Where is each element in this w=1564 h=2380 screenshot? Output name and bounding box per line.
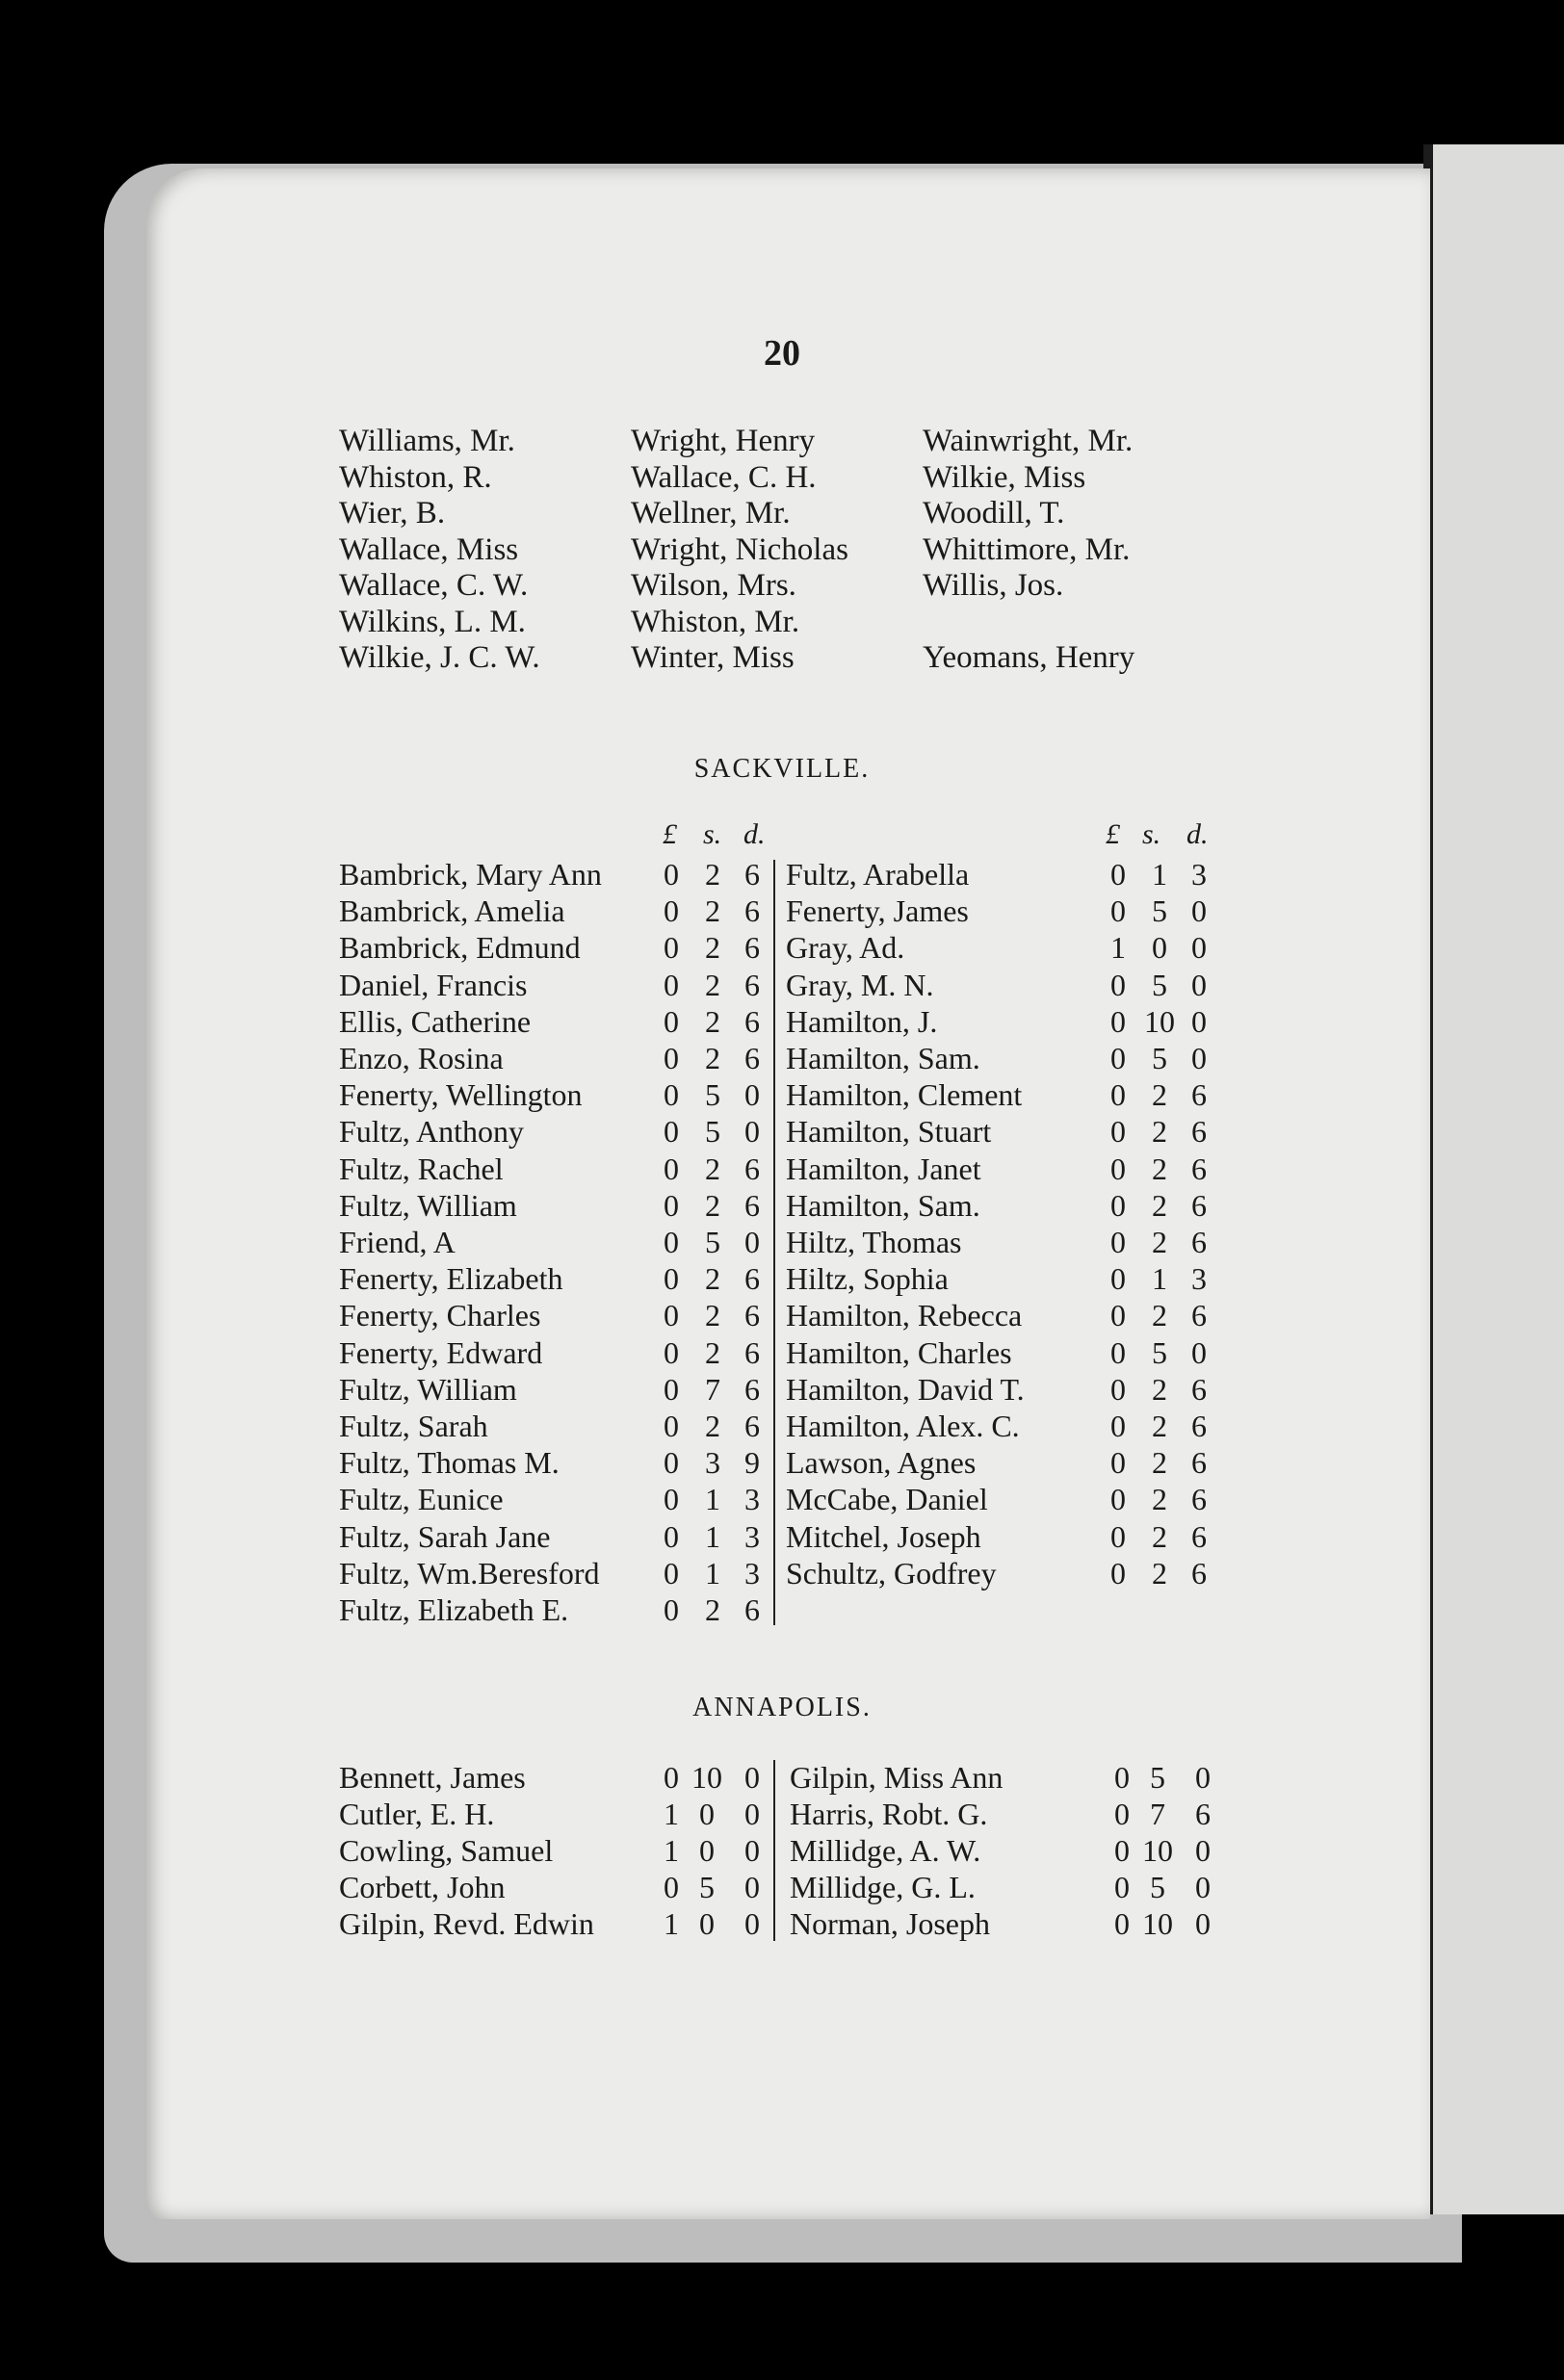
name-entry: Winter, Miss — [631, 640, 795, 675]
subscriber-name: Fenerty, Elizabeth — [339, 1261, 563, 1297]
subscriber-name: Mitchel, Joseph — [786, 1518, 981, 1554]
amount-pounds: 0 — [1110, 1518, 1126, 1554]
amount-pounds: 0 — [664, 1334, 679, 1370]
amount-pounds: 0 — [664, 1409, 679, 1443]
subscriber-name: Hamilton, Clement — [786, 1077, 1023, 1113]
amount-shillings: 2 — [705, 1592, 720, 1627]
name-entry: Wallace, C. W. — [339, 568, 529, 603]
subscriber-name: Hamilton, Sam. — [786, 1187, 980, 1223]
subscriber-name: Cowling, Samuel — [339, 1833, 554, 1868]
amount-pence: 6 — [1191, 1371, 1207, 1407]
subscriber-name: Hamilton, Charles — [786, 1334, 1012, 1370]
amount-pounds: 0 — [664, 1760, 679, 1795]
name-entry: Williams, Mr. — [339, 424, 515, 458]
header-pence: d. — [743, 818, 766, 850]
amount-pence: 0 — [744, 1760, 760, 1795]
amount-shillings: 2 — [1152, 1151, 1167, 1186]
amount-pounds: 0 — [664, 857, 679, 892]
subscriber-name: Fultz, Rachel — [339, 1151, 504, 1186]
subscriber-name: Bennett, James — [339, 1760, 526, 1795]
amount-shillings: 1 — [1152, 857, 1167, 892]
amount-pence: 6 — [1191, 1114, 1207, 1150]
subscriber-name: Millidge, A. W. — [790, 1833, 981, 1868]
column-divider — [773, 860, 775, 1625]
amount-pence: 3 — [744, 1482, 760, 1517]
amount-pounds: 0 — [664, 1225, 679, 1259]
amount-pounds: 1 — [664, 1906, 679, 1941]
name-entry: Yeomans, Henry — [923, 640, 1135, 675]
subscriber-name: Hamilton, Rebecca — [786, 1298, 1023, 1333]
amount-pounds: 0 — [1110, 893, 1126, 929]
name-entry: Wilkie, J. C. W. — [339, 640, 540, 675]
amount-pounds: 0 — [1114, 1760, 1130, 1795]
amount-shillings: 2 — [705, 930, 720, 966]
subscriber-name: Bambrick, Edmund — [339, 930, 581, 966]
amount-shillings: 2 — [1152, 1482, 1167, 1517]
section-title-annapolis: ANNAPOLIS. — [692, 1693, 872, 1722]
amount-pence: 0 — [744, 1870, 760, 1904]
amount-pounds: 0 — [664, 893, 679, 929]
amount-shillings: 10 — [1142, 1833, 1173, 1868]
amount-pounds: 0 — [1110, 1371, 1126, 1407]
amount-pence: 0 — [1191, 893, 1207, 929]
amount-pounds: 0 — [664, 1298, 679, 1333]
amount-shillings: 2 — [1152, 1225, 1167, 1259]
amount-shillings: 2 — [1152, 1555, 1167, 1591]
amount-shillings: 1 — [705, 1482, 720, 1517]
amount-pounds: 0 — [1110, 1298, 1126, 1333]
amount-shillings: 2 — [705, 1187, 720, 1223]
name-entry: Wright, Henry — [631, 424, 816, 458]
amount-pence: 6 — [744, 1151, 760, 1186]
name-entry: Wallace, Miss — [339, 531, 519, 567]
amount-pence: 6 — [1191, 1518, 1207, 1554]
subscriber-name: Bambrick, Amelia — [339, 893, 565, 929]
amount-shillings: 2 — [1152, 1077, 1167, 1113]
subscriber-name: Hamilton, Stuart — [786, 1114, 992, 1150]
amount-pounds: 1 — [1110, 930, 1126, 966]
subscriber-name: Cutler, E. H. — [339, 1797, 495, 1831]
amount-pence: 6 — [744, 930, 760, 966]
amount-pounds: 0 — [1114, 1906, 1130, 1941]
amount-shillings: 7 — [705, 1371, 720, 1407]
subscriber-name: Fenerty, Edward — [339, 1334, 543, 1370]
amount-pounds: 0 — [1114, 1833, 1130, 1868]
amount-pounds: 0 — [664, 1077, 679, 1113]
amount-shillings: 5 — [699, 1870, 715, 1904]
amount-pounds: 0 — [1110, 1003, 1126, 1039]
amount-pence: 6 — [1191, 1225, 1207, 1259]
subscriber-name: Fultz, Sarah Jane — [339, 1518, 551, 1554]
amount-pounds: 0 — [1110, 1409, 1126, 1443]
subscriber-name: Fultz, William — [339, 1187, 517, 1223]
page-number: 20 — [764, 333, 800, 374]
amount-pence: 6 — [1191, 1077, 1207, 1113]
amount-pence: 6 — [744, 967, 760, 1002]
name-entry: Wilson, Mrs. — [631, 568, 796, 603]
amount-pounds: 0 — [664, 1870, 679, 1904]
amount-pence: 3 — [1191, 1261, 1207, 1297]
subscriber-name: Ellis, Catherine — [339, 1003, 532, 1039]
amount-pounds: 0 — [1114, 1870, 1130, 1904]
amount-pence: 0 — [1195, 1870, 1211, 1904]
amount-shillings: 5 — [1150, 1760, 1165, 1795]
subscriber-name: Hiltz, Thomas — [786, 1225, 962, 1259]
column-divider — [773, 1760, 775, 1941]
subscriber-name: Hamilton, David T. — [786, 1371, 1025, 1407]
amount-shillings: 0 — [1152, 930, 1167, 966]
names-column-3 — [923, 424, 1231, 677]
amount-shillings: 2 — [705, 1298, 720, 1333]
name-entry: Whiston, Mr. — [631, 604, 800, 639]
amount-pence: 6 — [744, 1409, 760, 1443]
amount-shillings: 2 — [1152, 1187, 1167, 1223]
subscriber-name: Bambrick, Mary Ann — [339, 857, 602, 892]
amount-shillings: 2 — [705, 1151, 720, 1186]
subscriber-name: Friend, A — [339, 1225, 456, 1259]
amount-shillings: 2 — [1152, 1298, 1167, 1333]
amount-pounds: 1 — [664, 1797, 679, 1831]
amount-shillings: 5 — [1152, 967, 1167, 1002]
amount-pounds: 0 — [1110, 1114, 1126, 1150]
amount-pence: 0 — [744, 1797, 760, 1831]
subscriber-name: Fultz, Anthony — [339, 1114, 525, 1150]
amount-pounds: 0 — [1110, 1261, 1126, 1297]
subscriber-name: Fultz, William — [339, 1371, 517, 1407]
amount-pounds: 0 — [664, 1518, 679, 1554]
subscriber-name: Lawson, Agnes — [786, 1445, 977, 1481]
name-entry: Wellner, Mr. — [631, 496, 791, 530]
subscriber-name: Fenerty, Charles — [339, 1298, 541, 1333]
amount-shillings: 2 — [1152, 1114, 1167, 1150]
name-entry — [923, 605, 1231, 641]
amount-pounds: 0 — [1110, 1225, 1126, 1259]
name-entry: Wilkie, Miss — [923, 459, 1086, 495]
amount-shillings: 2 — [705, 1003, 720, 1039]
amount-pence: 3 — [1191, 857, 1207, 892]
amount-pounds: 0 — [664, 930, 679, 966]
header-pounds-right: £ — [1106, 818, 1120, 850]
amount-pence: 0 — [1191, 967, 1207, 1002]
amount-pounds: 0 — [1110, 857, 1126, 892]
subscriber-name: McCabe, Daniel — [786, 1482, 988, 1517]
header-shillings: s. — [703, 818, 722, 850]
subscriber-name: Harris, Robt. G. — [790, 1797, 988, 1831]
amount-pounds: 0 — [664, 1151, 679, 1186]
amount-pounds: 0 — [1110, 1445, 1126, 1481]
amount-pence: 6 — [744, 1041, 760, 1075]
amount-pounds: 0 — [664, 1371, 679, 1407]
header-pounds: £ — [663, 818, 677, 850]
amount-pence: 6 — [1195, 1797, 1211, 1831]
subscriber-name: Schultz, Godfrey — [786, 1555, 997, 1591]
amount-pence: 3 — [744, 1555, 760, 1591]
amount-pence: 6 — [744, 893, 760, 929]
amount-pence: 6 — [1191, 1151, 1207, 1186]
amount-pounds: 0 — [1110, 1482, 1126, 1517]
amount-shillings: 2 — [705, 857, 720, 892]
amount-pounds: 0 — [1110, 1334, 1126, 1370]
amount-shillings: 5 — [705, 1225, 720, 1259]
amount-pence: 6 — [1191, 1482, 1207, 1517]
amount-shillings: 2 — [705, 1409, 720, 1443]
amount-pence: 0 — [1191, 1003, 1207, 1039]
subscriber-name: Fultz, Eunice — [339, 1482, 504, 1517]
amount-pounds: 0 — [664, 1555, 679, 1591]
amount-pence: 6 — [1191, 1409, 1207, 1443]
amount-pounds: 1 — [664, 1833, 679, 1868]
amount-shillings: 2 — [1152, 1445, 1167, 1481]
amount-pence: 0 — [744, 1114, 760, 1150]
amount-shillings: 0 — [699, 1797, 715, 1831]
amount-pounds: 0 — [664, 1003, 679, 1039]
amount-shillings: 5 — [1152, 1041, 1167, 1075]
amount-pence: 6 — [744, 857, 760, 892]
amount-shillings: 2 — [705, 1041, 720, 1075]
subscriber-name: Fultz, Wm.Beresford — [339, 1555, 600, 1591]
amount-pence: 0 — [744, 1906, 760, 1941]
amount-pounds: 0 — [1110, 1151, 1126, 1186]
amount-pounds: 0 — [664, 1114, 679, 1150]
amount-shillings: 3 — [705, 1445, 720, 1481]
amount-shillings: 2 — [1152, 1409, 1167, 1443]
subscriber-name: Hamilton, Janet — [786, 1151, 981, 1186]
amount-shillings: 10 — [691, 1760, 722, 1795]
amount-pence: 0 — [1195, 1833, 1211, 1868]
amount-pence: 0 — [1191, 1334, 1207, 1370]
amount-pence: 0 — [1191, 930, 1207, 966]
amount-pounds: 0 — [1110, 1187, 1126, 1223]
subscriber-name: Fultz, Elizabeth E. — [339, 1592, 569, 1627]
amount-shillings: 1 — [705, 1518, 720, 1554]
amount-pence: 3 — [744, 1518, 760, 1554]
amount-shillings: 5 — [1152, 893, 1167, 929]
names-column-2 — [631, 424, 939, 677]
amount-shillings: 10 — [1144, 1003, 1175, 1039]
amount-pounds: 0 — [664, 967, 679, 1002]
name-entry: Woodill, T. — [923, 496, 1065, 530]
subscriber-name: Gilpin, Revd. Edwin — [339, 1906, 594, 1941]
subscriber-name: Fultz, Thomas M. — [339, 1445, 560, 1481]
amount-pence: 6 — [744, 1592, 760, 1627]
amount-pence: 9 — [744, 1445, 760, 1481]
amount-pence: 0 — [1191, 1041, 1207, 1075]
amount-pence: 6 — [1191, 1298, 1207, 1333]
subscriber-name: Hamilton, Alex. C. — [786, 1409, 1020, 1443]
amount-pence: 0 — [744, 1225, 760, 1259]
amount-pounds: 0 — [664, 1482, 679, 1517]
subscriber-name: Fultz, Arabella — [786, 857, 970, 892]
amount-shillings: 2 — [705, 1334, 720, 1370]
amount-pence: 6 — [744, 1003, 760, 1039]
name-entry: Whittimore, Mr. — [923, 531, 1131, 567]
amount-pounds: 0 — [1114, 1797, 1130, 1831]
amount-pence: 0 — [744, 1833, 760, 1868]
subscriber-name: Fultz, Sarah — [339, 1409, 488, 1443]
name-entry: Wainwright, Mr. — [923, 424, 1134, 458]
amount-pence: 6 — [744, 1371, 760, 1407]
name-entry: Wallace, C. H. — [631, 459, 817, 495]
subscriber-name: Gray, M. N. — [786, 967, 934, 1002]
amount-shillings: 0 — [699, 1906, 715, 1941]
amount-pence: 0 — [744, 1077, 760, 1113]
amount-pence: 6 — [744, 1187, 760, 1223]
amount-pounds: 0 — [1110, 1041, 1126, 1075]
subscriber-name: Hiltz, Sophia — [786, 1261, 949, 1297]
name-entry: Willis, Jos. — [923, 568, 1064, 603]
amount-pounds: 0 — [1110, 1555, 1126, 1591]
amount-shillings: 2 — [705, 893, 720, 929]
subscriber-name: Daniel, Francis — [339, 967, 528, 1002]
amount-shillings: 5 — [705, 1077, 720, 1113]
subscriber-name: Gilpin, Miss Ann — [790, 1760, 1004, 1795]
name-entry: Wilkins, L. M. — [339, 604, 526, 639]
amount-pounds: 0 — [1110, 1077, 1126, 1113]
amount-pence: 6 — [744, 1334, 760, 1370]
amount-shillings: 5 — [705, 1114, 720, 1150]
amount-pence: 6 — [1191, 1555, 1207, 1591]
amount-shillings: 2 — [705, 1261, 720, 1297]
subscriber-name: Corbett, John — [339, 1870, 506, 1904]
amount-pounds: 0 — [664, 1261, 679, 1297]
amount-shillings: 7 — [1150, 1797, 1165, 1831]
amount-shillings: 5 — [1152, 1334, 1167, 1370]
amount-pence: 6 — [744, 1261, 760, 1297]
name-entry: Whiston, R. — [339, 459, 492, 495]
name-entry: Wier, B. — [339, 496, 446, 530]
subscriber-name: Millidge, G. L. — [790, 1870, 976, 1904]
header-pence-right: d. — [1186, 818, 1209, 850]
amount-shillings: 5 — [1150, 1870, 1165, 1904]
names-column-1 — [339, 424, 647, 677]
amount-shillings: 1 — [1152, 1261, 1167, 1297]
subscriber-name: Hamilton, J. — [786, 1003, 938, 1039]
header-shillings-right: s. — [1142, 818, 1161, 850]
amount-pence: 0 — [1195, 1760, 1211, 1795]
amount-pence: 6 — [1191, 1445, 1207, 1481]
subscriber-name: Gray, Ad. — [786, 930, 905, 966]
subscriber-name: Norman, Joseph — [790, 1906, 990, 1941]
section-title-sackville: SACKVILLE. — [693, 754, 871, 784]
amount-pounds: 0 — [664, 1187, 679, 1223]
subscriber-name: Fenerty, Wellington — [339, 1077, 583, 1113]
amount-shillings: 10 — [1142, 1906, 1173, 1941]
amount-pounds: 0 — [664, 1592, 679, 1627]
subscriber-name: Enzo, Rosina — [339, 1041, 504, 1075]
amount-shillings: 0 — [699, 1833, 715, 1868]
name-entry: Wright, Nicholas — [631, 531, 848, 567]
subscriber-name: Hamilton, Sam. — [786, 1041, 980, 1075]
amount-pence: 6 — [744, 1298, 760, 1333]
subscriber-name: Fenerty, James — [786, 893, 969, 929]
amount-shillings: 2 — [1152, 1518, 1167, 1554]
facing-page-edge — [1433, 144, 1564, 2214]
amount-pence: 6 — [1191, 1187, 1207, 1223]
amount-pounds: 0 — [664, 1445, 679, 1481]
amount-pounds: 0 — [664, 1041, 679, 1075]
amount-shillings: 2 — [1152, 1371, 1167, 1407]
amount-shillings: 1 — [705, 1555, 720, 1591]
amount-pounds: 0 — [1110, 967, 1126, 1002]
amount-shillings: 2 — [705, 967, 720, 1002]
amount-pence: 0 — [1195, 1906, 1211, 1941]
